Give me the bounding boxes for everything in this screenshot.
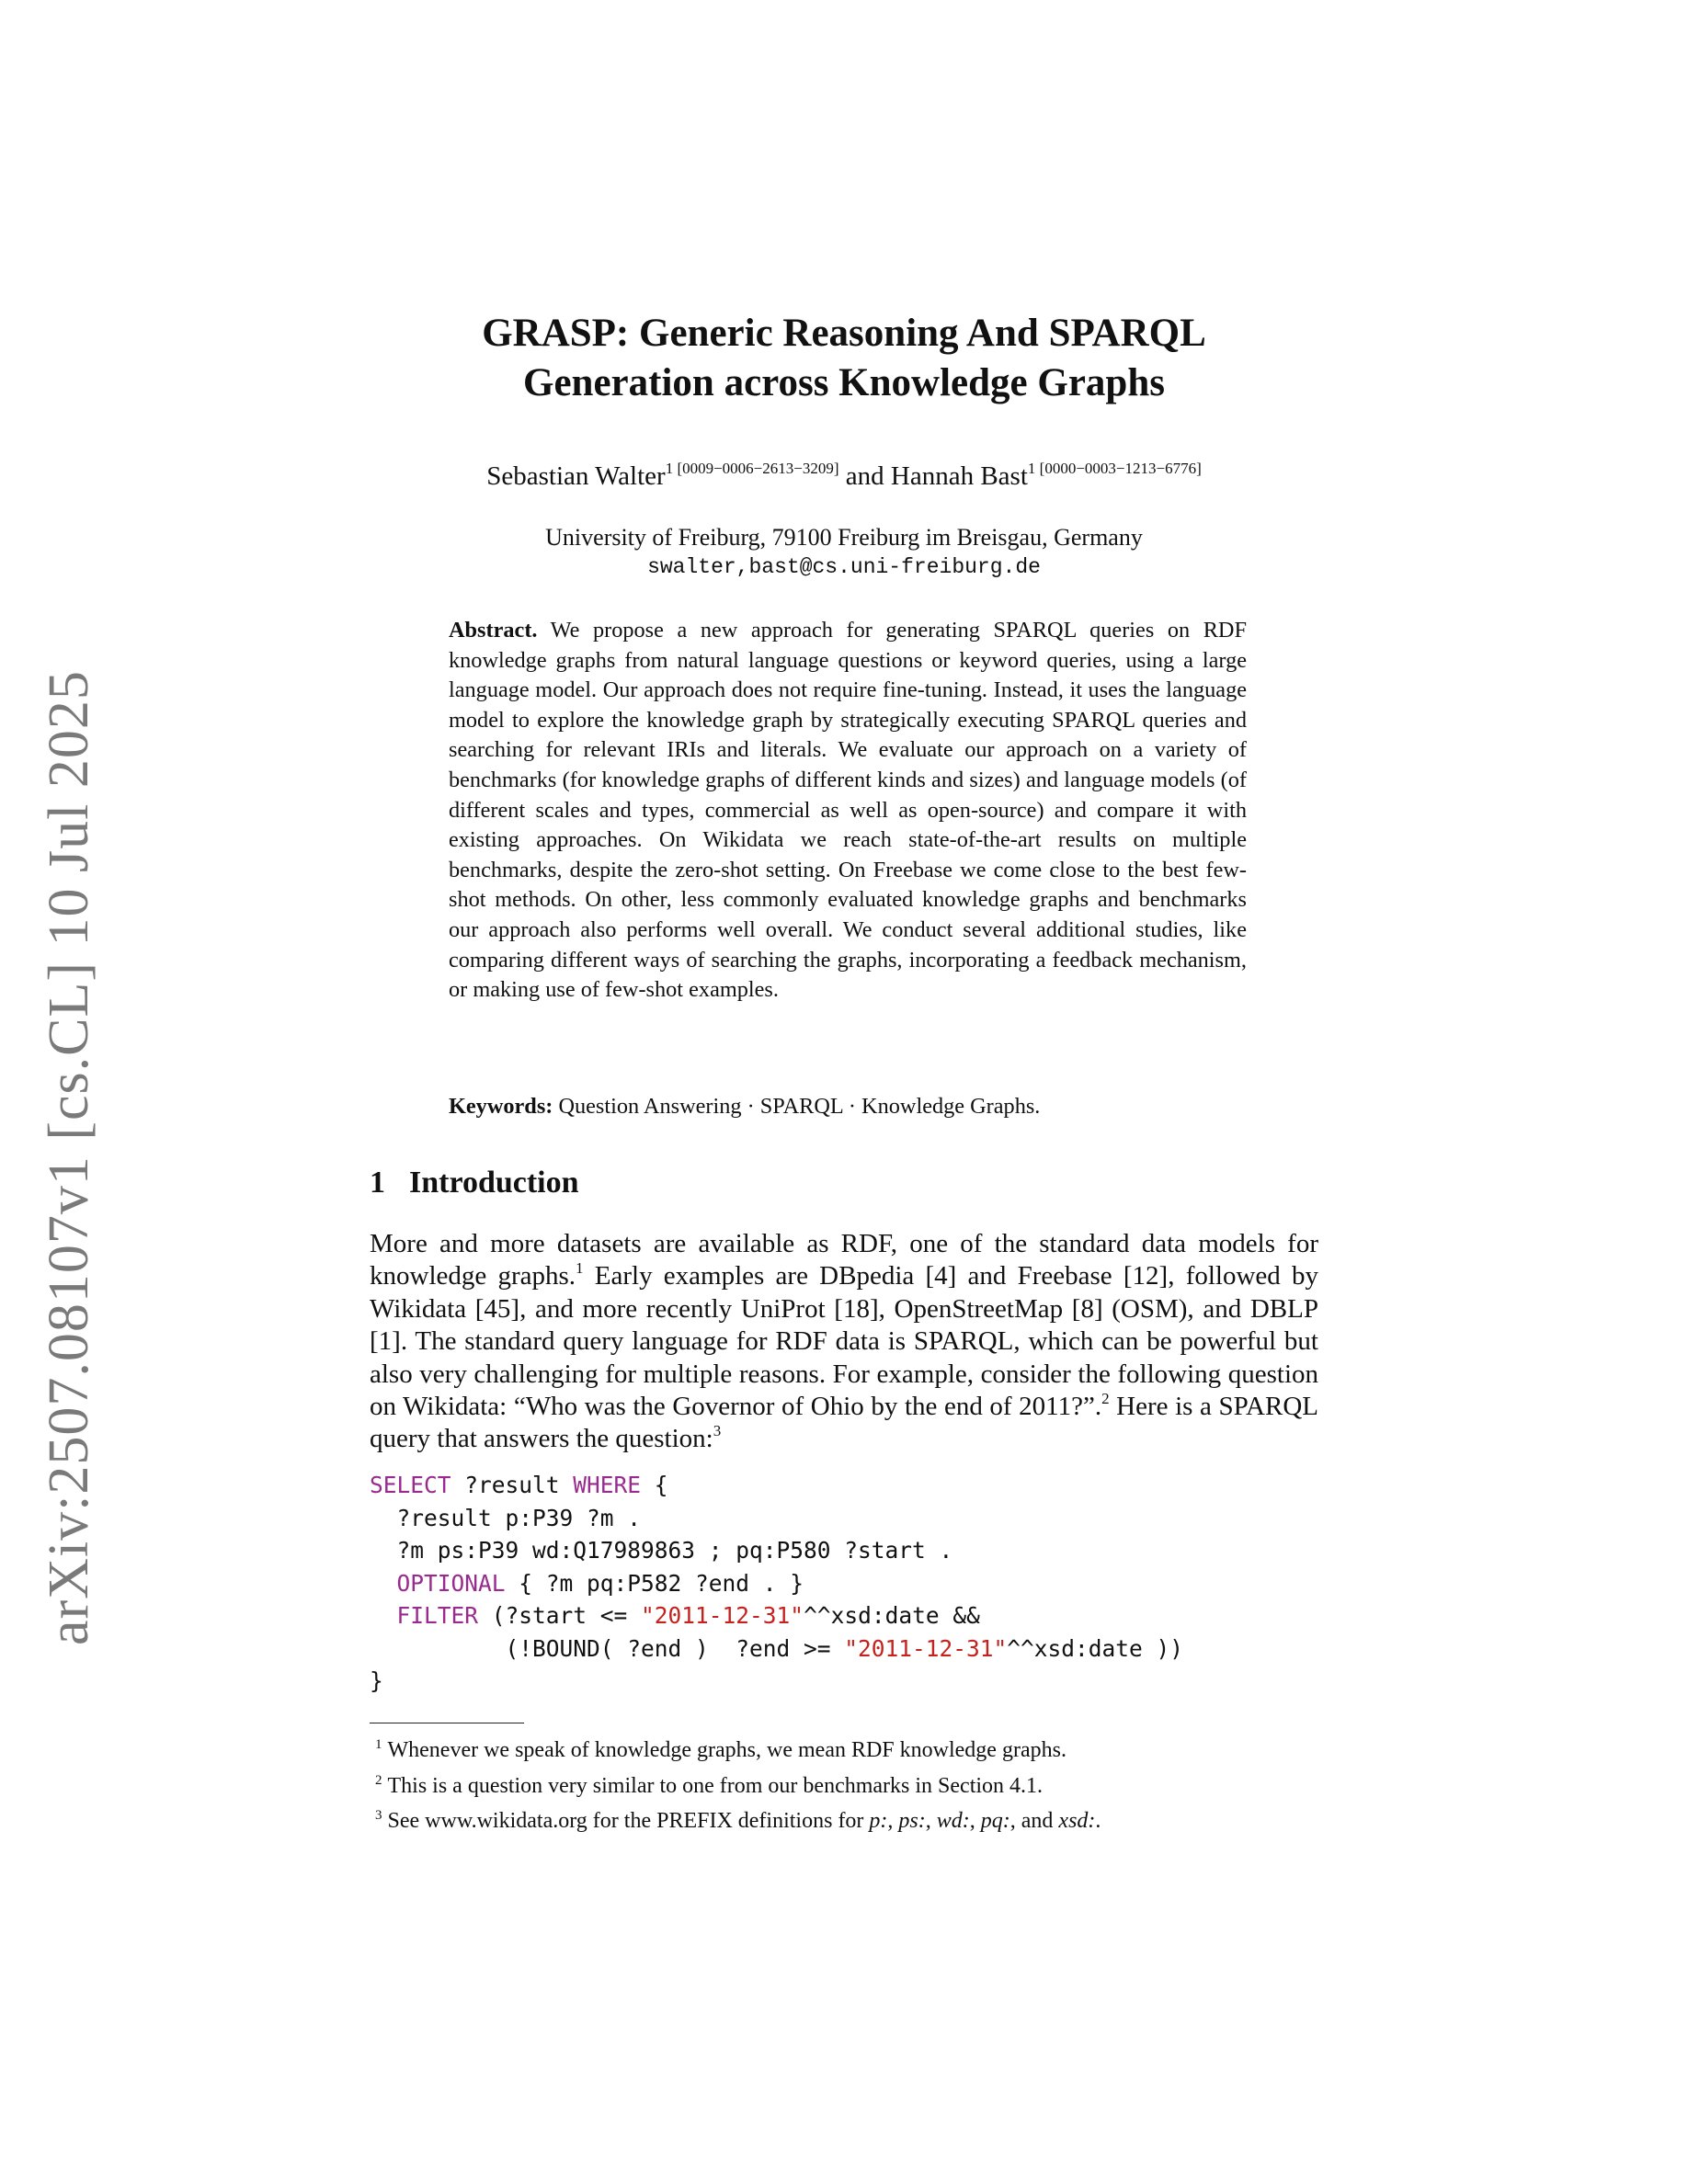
author-1-orcid: 1 [0009−0006−2613−3209] [665, 460, 839, 477]
code-text: { ?m pq:P582 ?end . } [505, 1569, 804, 1597]
footnote-ref-2[interactable]: 2 [1101, 1390, 1110, 1408]
intro-text-3: Here is a SPARQL query that answers the question: [370, 1392, 1318, 1454]
abstract-text: We propose a new approach for generating SPARQL queries on RDF knowledge graphs from natural language questions or keyword queries, using a large language model. Our approach does not require fine-tuning. Instead, it uses the language model to explore the knowledge graph by strategically executing SPARQL queries and searching for relevant IRIs and literals. We evaluate our approach on a variety of benchmarks (for knowledge graphs of different kinds and sizes) and language models (of different scales and types, commercial as well as open-source) and compare it with existing approaches. On Wikidata we reach state-of-the-art results on multiple benchmarks, despite the zero-shot setting. On Freebase we come close to the best few-shot methods. On other, less commonly evaluated knowledge graphs and benchmarks our approach also performs well overall. We conduct several additional studies, like comparing different ways of searching the graphs, incorporating a feedback mechanism, or making use of few-shot examples. [449, 618, 1247, 1003]
arxiv-identifier: arXiv:2507.08107v1 [cs.CL] 10 Jul 2025 [38, 670, 100, 1645]
author-connector: and [838, 461, 891, 491]
title-line-2: Generation across Knowledge Graphs [523, 361, 1165, 404]
code-keyword-where: WHERE [573, 1472, 642, 1498]
abstract-label: Abstract. [449, 618, 538, 643]
footnote-2 [375, 1766, 1101, 1802]
footnote-mark: 2 [375, 1772, 382, 1788]
code-text: { [641, 1472, 668, 1498]
affiliation: University of Freiburg, 79100 Freiburg im Breisgau, Germany [545, 524, 1143, 551]
code-line: } [370, 1667, 383, 1694]
prefix-pq: pq: [980, 1809, 1010, 1833]
footnote-ref-3[interactable]: 3 [713, 1422, 722, 1440]
code-keyword-select: SELECT [370, 1472, 451, 1498]
footnote-3: $^3$ See www.wikidata.org for the PREFIX definitions for p:, ps:, wd:, pq:, and xsd:. [375, 1808, 1101, 1833]
footnote-text: and [1021, 1809, 1054, 1833]
code-string-literal: "2011-12-31" [641, 1602, 804, 1629]
affiliation-block [0, 522, 1688, 583]
code-text: (!BOUND( ?end ) ?end >= [370, 1634, 845, 1662]
section-heading-introduction [370, 1166, 579, 1200]
section-title: Introduction [409, 1166, 579, 1200]
prefix-p: p: [869, 1809, 888, 1833]
footnote-1 [375, 1730, 1101, 1766]
title-line-1: GRASP: Generic Reasoning And SPARQL [482, 312, 1206, 355]
code-string-literal: "2011-12-31" [844, 1634, 1008, 1662]
abstract [449, 616, 1247, 1006]
footnotes [375, 1730, 1101, 1837]
keywords [449, 1094, 1247, 1120]
footnote-mark: 1 [375, 1737, 382, 1752]
code-text: ^^xsd:date )) [1007, 1634, 1184, 1662]
prefix-wd: wd: [936, 1809, 970, 1833]
keywords-label: Keywords: [449, 1094, 553, 1119]
email-link[interactable]: swalter,bast@cs.uni-freiburg.de [647, 555, 1041, 579]
code-indent [370, 1602, 397, 1629]
code-line: ?m ps:P39 wd:Q17989863 ; pq:P580 ?start . [370, 1537, 953, 1564]
sparql-code-block [370, 1469, 1183, 1698]
intro-text-1: More and more datasets are available as RDF, one of the standard data models for knowledge graphs. [370, 1229, 1318, 1291]
prefix-xsd: xsd: [1058, 1809, 1096, 1833]
author-1-name: Sebastian Walter [486, 461, 666, 491]
footnote-text: See www.wikidata.org for the PREFIX definitions for [387, 1809, 870, 1833]
keywords-text: Question Answering · SPARQL · Knowledge Graphs. [558, 1094, 1041, 1119]
footnote-text: Whenever we speak of knowledge graphs, we mean RDF knowledge graphs. [387, 1738, 1066, 1762]
author-2-name: Hannah Bast [890, 461, 1028, 491]
prefix-ps: ps: [898, 1809, 926, 1833]
author-2-orcid: 1 [0000−0003−1213−6776] [1027, 460, 1202, 477]
intro-text-2: Early examples are DBpedia [4] and Freebase [12], followed by Wikidata [45], and more recently UniProt [18], OpenStreetMap [8] (OSM), and DBLP [1]. The standard query language for RDF data is SPARQL, which can be powerful but also very challenging for multiple reasons. For example, consider the following question on Wikidata: “Who was the Governor of Ohio by the end of 2011?”. [370, 1261, 1319, 1422]
code-text: ^^xsd:date && [804, 1602, 980, 1629]
code-text: (?start <= [478, 1602, 642, 1629]
section-number: 1 [370, 1166, 385, 1200]
footnote-mark: 3 [375, 1808, 382, 1823]
code-indent [370, 1570, 397, 1597]
code-line: ?result p:P39 ?m . [370, 1504, 642, 1531]
code-text: ?result [451, 1472, 574, 1498]
paper-title [0, 309, 1688, 408]
code-keyword-filter: FILTER [396, 1602, 479, 1629]
introduction-paragraph [370, 1228, 1318, 1456]
code-keyword-optional: OPTIONAL [396, 1569, 506, 1597]
author-list [0, 460, 1688, 492]
footnote-text: This is a question very similar to one from our benchmarks in Section 4.1. [387, 1773, 1044, 1798]
footnote-ref-1[interactable]: 1 [576, 1259, 584, 1278]
